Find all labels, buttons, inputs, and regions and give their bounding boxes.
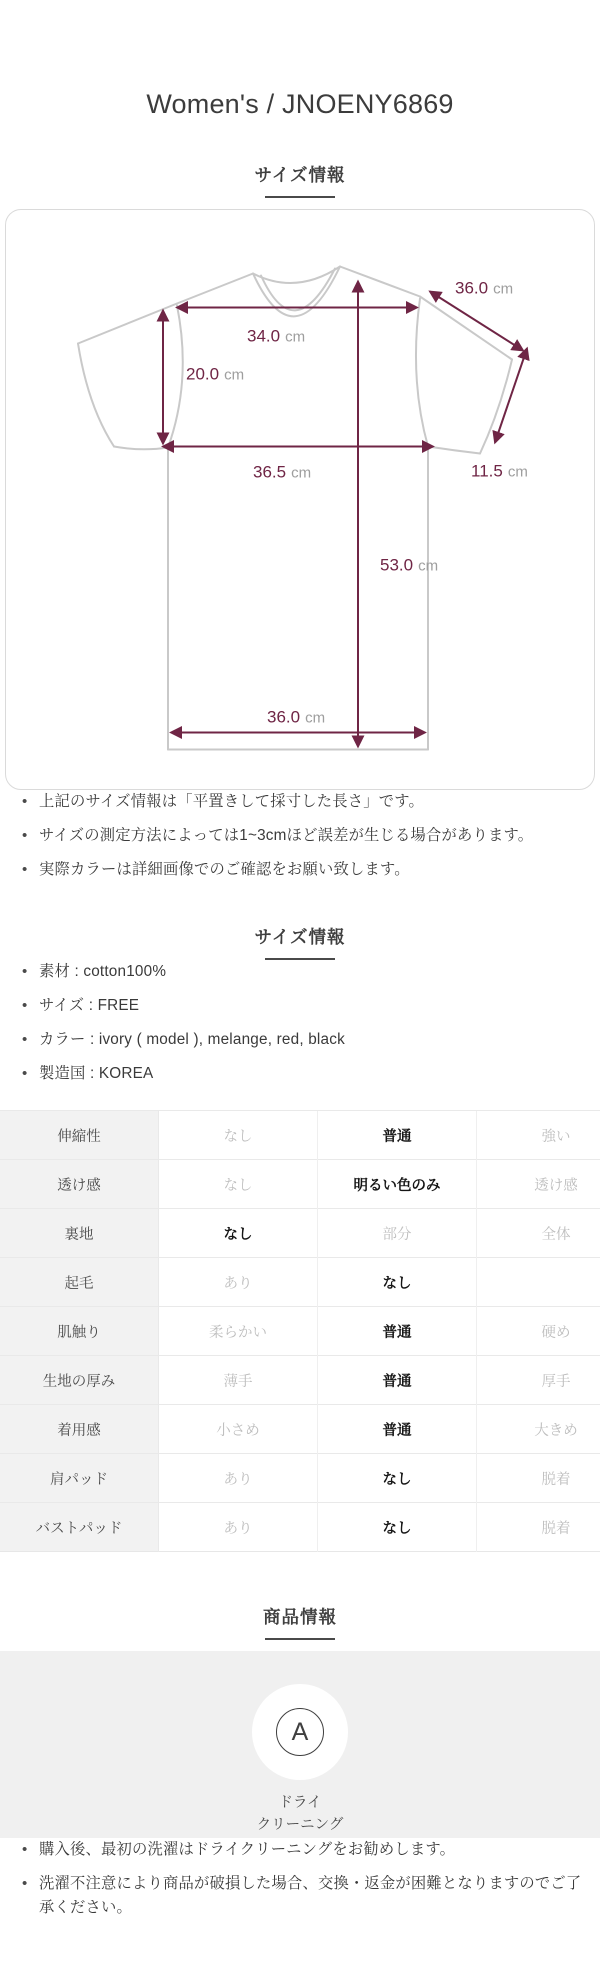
shoulder-width-label: 34.0 cm (247, 326, 306, 346)
attribute-cell: なし (159, 1209, 318, 1258)
page-title: Women's / JNOENY6869 (146, 89, 454, 119)
attribute-cell: なし (318, 1454, 477, 1503)
size-attributes-table (0, 1110, 600, 1552)
total-length-label: 53.0 cm (380, 555, 439, 575)
attribute-cell: なし (159, 1160, 318, 1209)
section-underline (265, 1638, 335, 1640)
list-item: • 購入後、最初の洗濯はドライクリーニングをお勧めします。 (20, 1838, 582, 1862)
row-label: 肌触り (0, 1307, 159, 1356)
list-item: • サイズの測定方法によっては1~3cmほど誤差が生じる場合があります。 (20, 824, 582, 848)
attribute-cell: 脱着 (477, 1503, 600, 1552)
table-row (0, 1356, 600, 1405)
attribute-cell: 硬め (477, 1307, 600, 1356)
table-row (0, 1209, 600, 1258)
attribute-cell: 大きめ (477, 1405, 600, 1454)
size-attributes-table-body (0, 1111, 600, 1552)
attribute-cell: 柔らかい (159, 1307, 318, 1356)
section-title: サイズ情報 (254, 165, 346, 185)
attribute-cell: 部分 (318, 1209, 477, 1258)
size-notes-list (0, 790, 600, 882)
attribute-cell: 小さめ (159, 1405, 318, 1454)
row-label: 着用感 (0, 1405, 159, 1454)
measurement-lines (163, 282, 527, 747)
attribute-cell: 普通 (318, 1307, 477, 1356)
sleeve-opening-label: 11.5 cm (471, 461, 528, 481)
list-item: • サイズ : FREE (20, 994, 582, 1018)
hem-width-label: 36.0 cm (267, 707, 326, 727)
armhole-depth-label: 20.0 cm (186, 364, 245, 384)
attribute-cell: 普通 (318, 1405, 477, 1454)
table-row (0, 1405, 600, 1454)
row-label: 裏地 (0, 1209, 159, 1258)
sleeve-length-line (430, 292, 523, 351)
product-specs-list (0, 960, 600, 1086)
table-row (0, 1111, 600, 1160)
attribute-cell: 明るい色のみ (318, 1160, 477, 1209)
section-title: 商品情報 (263, 1607, 337, 1627)
attribute-cell: なし (318, 1503, 477, 1552)
attribute-cell: あり (159, 1454, 318, 1503)
list-item: • カラー : ivory ( model ), melange, red, black (20, 1028, 582, 1052)
row-label: 肩パッド (0, 1454, 159, 1503)
attribute-cell: 強い (477, 1111, 600, 1160)
attribute-cell (477, 1258, 600, 1307)
care-item-label (252, 1792, 348, 1836)
list-item: • 実際カラーは詳細画像でのご確認をお願い致します。 (20, 858, 582, 882)
row-label: バストパッド (0, 1503, 159, 1552)
row-label: 生地の厚み (0, 1356, 159, 1405)
section-header-size-info-2 (0, 924, 600, 960)
row-label: 起毛 (0, 1258, 159, 1307)
row-label: 伸縮性 (0, 1111, 159, 1160)
section-header-size-info-1 (0, 162, 600, 198)
attribute-cell: あり (159, 1258, 318, 1307)
row-label: 透け感 (0, 1160, 159, 1209)
list-item: • 製造国 : KOREA (20, 1062, 582, 1086)
care-notes-list (0, 1838, 600, 1920)
attribute-cell: あり (159, 1503, 318, 1552)
table-row (0, 1503, 600, 1552)
care-item-dry-cleaning (252, 1684, 348, 1836)
care-label-line-1: ドライ (278, 1795, 322, 1811)
size-diagram-card (5, 209, 595, 790)
table-row (0, 1454, 600, 1503)
tshirt-size-diagram (6, 210, 594, 789)
care-label-line-2: クリーニング (256, 1817, 344, 1833)
list-item: • 洗濯不注意により商品が破損した場合、交換・返金が困難となりますのでご了承ください。 (20, 1872, 582, 1920)
attribute-cell: 透け感 (477, 1160, 600, 1209)
section-underline (265, 196, 335, 198)
table-row (0, 1307, 600, 1356)
table-row (0, 1258, 600, 1307)
attribute-cell: 普通 (318, 1111, 477, 1160)
attribute-cell: なし (159, 1111, 318, 1160)
dry-cleaning-icon (252, 1684, 348, 1780)
attribute-cell: なし (318, 1258, 477, 1307)
attribute-cell: 薄手 (159, 1356, 318, 1405)
table-row (0, 1160, 600, 1209)
attribute-cell: 脱着 (477, 1454, 600, 1503)
section-header-product-info (0, 1604, 600, 1640)
section-title: サイズ情報 (254, 927, 346, 947)
attribute-cell: 厚手 (477, 1356, 600, 1405)
chest-width-label: 36.5 cm (253, 462, 312, 482)
sleeve-length-label: 36.0 cm (455, 278, 514, 298)
attribute-cell: 全体 (477, 1209, 600, 1258)
dry-cleaning-icon-letter: A (276, 1708, 324, 1756)
attribute-cell: 普通 (318, 1356, 477, 1405)
list-item: • 素材 : cotton100% (20, 960, 582, 984)
list-item: • 上記のサイズ情報は「平置きして採寸した長さ」です。 (20, 790, 582, 814)
care-instructions-panel (0, 1651, 600, 1838)
